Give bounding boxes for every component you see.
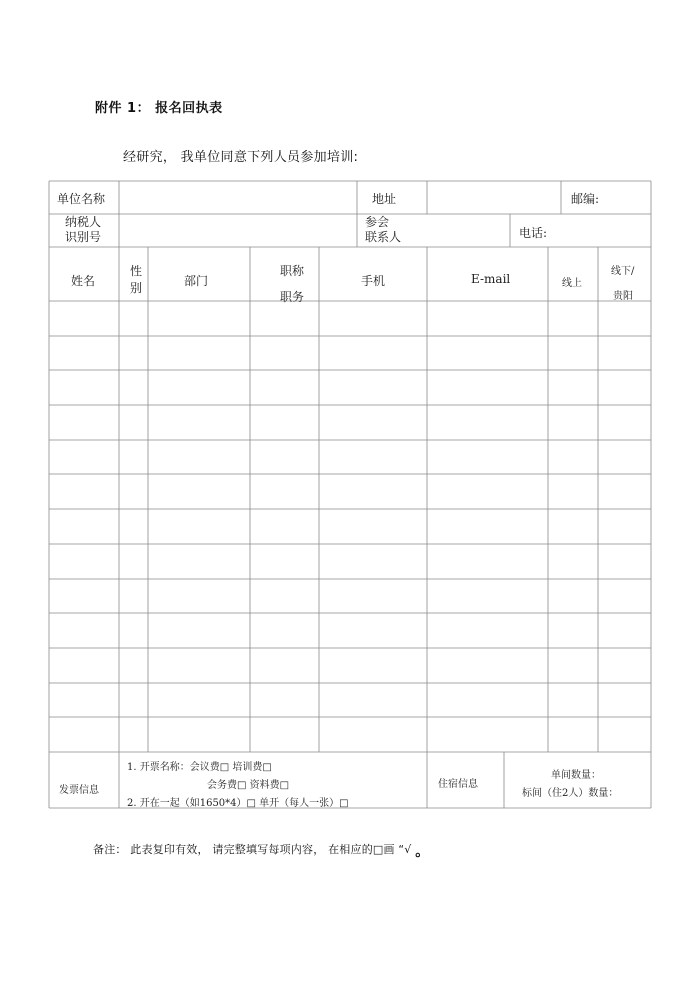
table-cell[interactable]: [251, 302, 318, 335]
table-cell[interactable]: [320, 302, 426, 335]
table-cell[interactable]: [599, 684, 650, 716]
table-cell[interactable]: [549, 371, 597, 404]
col-header-offline-line2: 贵阳: [613, 291, 633, 302]
table-cell[interactable]: [428, 614, 547, 647]
table-cell[interactable]: [428, 684, 547, 716]
table-cell[interactable]: [149, 475, 249, 508]
table-cell[interactable]: [120, 510, 147, 543]
table-cell[interactable]: [549, 441, 597, 473]
table-cell[interactable]: [251, 475, 318, 508]
table-cell[interactable]: [120, 649, 147, 682]
table-cell[interactable]: [549, 545, 597, 578]
table-cell[interactable]: [251, 545, 318, 578]
table-cell[interactable]: [50, 302, 118, 335]
table-cell[interactable]: [599, 580, 650, 612]
table-cell[interactable]: [149, 718, 249, 751]
table-cell[interactable]: [50, 371, 118, 404]
tax-id-label: [65, 215, 101, 245]
table-cell[interactable]: [549, 718, 597, 751]
table-cell[interactable]: [251, 649, 318, 682]
table-cell[interactable]: [428, 302, 547, 335]
table-cell[interactable]: [120, 441, 147, 473]
table-cell[interactable]: [599, 406, 650, 439]
footnote: [93, 838, 429, 858]
table-cell[interactable]: [149, 614, 249, 647]
table-cell[interactable]: [549, 475, 597, 508]
contact-label: [365, 215, 401, 245]
col-header-title-line2: 职务: [280, 290, 305, 304]
table-cell[interactable]: [120, 475, 147, 508]
table-cell[interactable]: [251, 718, 318, 751]
col-header-gender-line2: 别: [130, 281, 143, 295]
table-cell[interactable]: [50, 614, 118, 647]
table-cell[interactable]: [149, 302, 249, 335]
intro-text: 经研究， 我单位同意下列人员参加培训:: [123, 150, 359, 165]
lodging-label: 住宿信息: [438, 779, 478, 790]
col-header-email: E-mail: [471, 272, 511, 286]
table-cell[interactable]: [549, 302, 597, 335]
table-cell[interactable]: [599, 337, 650, 369]
invoice-option-line3[interactable]: 2. 开在一起（如1650*4）□ 单开（每人一张）□: [127, 798, 349, 809]
table-cell[interactable]: [320, 684, 426, 716]
footnote-text: 备注： 此表复印有效， 请完整填写每项内容， 在相应的□画 “√: [93, 843, 412, 856]
unit-name-field[interactable]: [121, 183, 355, 212]
table-cell[interactable]: [149, 406, 249, 439]
table-cell[interactable]: [428, 580, 547, 612]
tax-id-field[interactable]: [121, 216, 355, 245]
col-header-gender-line1: 性: [130, 264, 143, 278]
table-cell[interactable]: [549, 337, 597, 369]
table-cell[interactable]: [50, 684, 118, 716]
table-cell[interactable]: [549, 614, 597, 647]
col-header-offline-line1: 线下/: [611, 266, 635, 277]
address-field[interactable]: [429, 183, 559, 212]
table-cell[interactable]: [149, 545, 249, 578]
table-cell[interactable]: [599, 475, 650, 508]
contact-field[interactable]: [429, 216, 508, 245]
table-cell[interactable]: [120, 371, 147, 404]
table-cell[interactable]: [50, 406, 118, 439]
invoice-label: 发票信息: [59, 785, 99, 796]
table-cell[interactable]: [428, 441, 547, 473]
table-cell[interactable]: [599, 718, 650, 751]
table-cell[interactable]: [120, 614, 147, 647]
table-cell[interactable]: [549, 580, 597, 612]
table-cell[interactable]: [599, 441, 650, 473]
phone-label: 电话:: [519, 226, 548, 240]
table-cell[interactable]: [251, 337, 318, 369]
unit-name-label: 单位名称: [57, 192, 106, 206]
page-title: 附件 1： 报名回执表: [95, 101, 223, 116]
table-cell[interactable]: [428, 545, 547, 578]
table-cell[interactable]: [50, 580, 118, 612]
lodging-double-room[interactable]: 标间（住2人）数量：: [522, 788, 619, 799]
table-cell[interactable]: [428, 406, 547, 439]
table-cell[interactable]: [320, 337, 426, 369]
tax-id-label-line1: 纳税人: [65, 215, 102, 229]
table-cell[interactable]: [320, 580, 426, 612]
table-cell[interactable]: [549, 649, 597, 682]
table-cell[interactable]: [549, 406, 597, 439]
table-cell[interactable]: [320, 441, 426, 473]
table-cell[interactable]: [120, 580, 147, 612]
table-cell[interactable]: [549, 510, 597, 543]
table-cell[interactable]: [599, 614, 650, 647]
table-cell[interactable]: [599, 371, 650, 404]
table-cell[interactable]: [251, 614, 318, 647]
table-cell[interactable]: [251, 684, 318, 716]
table-cell[interactable]: [120, 545, 147, 578]
table-cell[interactable]: [320, 649, 426, 682]
table-cell[interactable]: [251, 580, 318, 612]
table-cell[interactable]: [428, 510, 547, 543]
table-cell[interactable]: [320, 545, 426, 578]
table-cell[interactable]: [599, 302, 650, 335]
table-cell[interactable]: [149, 337, 249, 369]
table-cell[interactable]: [50, 475, 118, 508]
invoice-option-line1[interactable]: 1. 开票名称：会议费□ 培训费□: [127, 762, 272, 773]
table-cell[interactable]: [50, 337, 118, 369]
table-cell[interactable]: [50, 510, 118, 543]
table-cell[interactable]: [120, 302, 147, 335]
table-cell[interactable]: [120, 718, 147, 751]
table-cell[interactable]: [251, 406, 318, 439]
table-cell[interactable]: [149, 649, 249, 682]
table-cell[interactable]: [149, 510, 249, 543]
col-header-online: 线上: [562, 278, 582, 289]
table-cell[interactable]: [320, 510, 426, 543]
table-cell[interactable]: [149, 580, 249, 612]
table-cell[interactable]: [320, 614, 426, 647]
col-header-department: 部门: [184, 274, 209, 288]
postcode-label: 邮编:: [571, 192, 600, 206]
table-cell[interactable]: [251, 371, 318, 404]
address-label: 地址: [372, 192, 397, 206]
table-cell[interactable]: [50, 649, 118, 682]
col-header-name: 姓名: [71, 274, 96, 288]
table-cell[interactable]: [251, 441, 318, 473]
col-header-mobile: 手机: [361, 274, 386, 288]
table-cell[interactable]: [549, 684, 597, 716]
tax-id-label-line2: 识别号: [65, 230, 102, 244]
table-cell[interactable]: [320, 371, 426, 404]
table-cell[interactable]: [50, 718, 118, 751]
table-cell[interactable]: [599, 510, 650, 543]
table-cell[interactable]: [149, 371, 249, 404]
table-cell[interactable]: [120, 406, 147, 439]
table-cell[interactable]: [120, 337, 147, 369]
footnote-end: 。: [415, 844, 430, 860]
table-cell[interactable]: [428, 337, 547, 369]
contact-label-line2: 联系人: [365, 230, 402, 244]
table-cell[interactable]: [50, 441, 118, 473]
table-cell[interactable]: [428, 649, 547, 682]
table-cell[interactable]: [50, 545, 118, 578]
table-cell[interactable]: [320, 406, 426, 439]
table-cell[interactable]: [149, 441, 249, 473]
table-cell[interactable]: [149, 684, 249, 716]
table-cell[interactable]: [251, 510, 318, 543]
table-cell[interactable]: [428, 718, 547, 751]
table-cell[interactable]: [599, 649, 650, 682]
lodging-single-room[interactable]: 单间数量：: [551, 770, 601, 781]
table-cell[interactable]: [599, 545, 650, 578]
table-cell[interactable]: [120, 684, 147, 716]
table-cell[interactable]: [428, 475, 547, 508]
col-header-gender: [130, 263, 142, 297]
invoice-option-line2[interactable]: 会务费□ 资料费□: [207, 780, 290, 791]
table-cell[interactable]: [428, 371, 547, 404]
col-header-title-line1: 职称: [280, 264, 305, 278]
table-cell[interactable]: [320, 475, 426, 508]
contact-label-line1: 参会: [365, 215, 390, 229]
table-cell[interactable]: [320, 718, 426, 751]
